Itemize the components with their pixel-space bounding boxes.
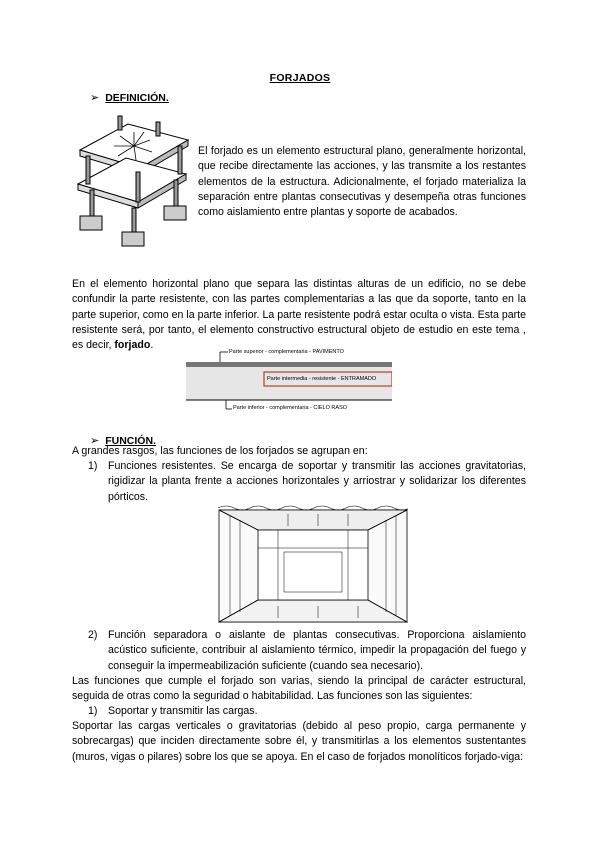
list-item-text: Función separadora o aislante de plantas consecutivas. Proporciona aislamiento acústico suficiente, contribuir al aislamiento térmico, impedir la propagación del fuego y conseguir la impermeabilización suficiente (cuando sea necesario). bbox=[108, 629, 526, 672]
list-item-text: Funciones resistentes. Se encarga de soportar y transmitir las acciones gravitatorias, rigidizar la planta frente a acciones horizontales y arriostrar y solidarizar los diferentes pórticos. bbox=[108, 460, 526, 503]
section-heading-text: DEFINICIÓN. bbox=[105, 92, 169, 104]
label-parte-superior: Parte superior - complementaria - PAVIMENTO bbox=[229, 349, 344, 355]
funcion-intro: A grandes rasgos, las funciones de los forjados se agrupan en: bbox=[72, 445, 368, 457]
arrow-bullet-icon: ➢ bbox=[90, 435, 100, 447]
page-title: FORJADOS bbox=[269, 72, 331, 84]
list-item bbox=[88, 628, 526, 674]
paragraph-text: En el elemento horizontal plano que separa las distintas alturas de un edificio, no se debe confundir la parte resistente, con las partes complementarias a las que da soporte, tanto en la parte superior, como en la parte inferior. La parte resistente podrá estar oculta o vista. Esta parte resistente será, por tanto, el elemento constructivo estructural objeto de estudio en este tema , es decir, bbox=[72, 278, 526, 352]
section-heading-definicion bbox=[90, 88, 169, 106]
paragraph-parte-resistente bbox=[72, 277, 526, 353]
building-interior-illustration bbox=[218, 504, 408, 624]
list-item-text: Soportar y transmitir las cargas. bbox=[108, 705, 258, 717]
list-item bbox=[88, 459, 526, 505]
section-heading-text: FUNCIÓN. bbox=[105, 435, 156, 447]
label-parte-inferior: Parte inferior - complementaria - CIELO RASO bbox=[233, 405, 348, 411]
arrow-bullet-icon: ➢ bbox=[90, 92, 100, 104]
cargas-paragraph: Soportar las cargas verticales o gravitatorias (debido al peso propio, carga permanente y sobrecargas) que inciden directamente sobre él, y transmitirlas a los elementos sustentantes (muros, vigas o pilares) sobre los que se apoya. En el caso de forjados monolíticos forjado-viga: bbox=[72, 720, 526, 763]
bold-term-forjado: forjado bbox=[114, 339, 151, 352]
list-number: 1) bbox=[88, 460, 98, 472]
slab-columns-illustration bbox=[70, 112, 195, 257]
list-number: 2) bbox=[88, 629, 98, 641]
paragraph-end: . bbox=[150, 339, 154, 352]
label-parte-intermedia: Parte intermedia - resistente - ENTRAMADO bbox=[267, 376, 377, 382]
list-number: 1) bbox=[88, 705, 98, 717]
list-item bbox=[88, 704, 526, 719]
definition-paragraph: El forjado es un elemento estructural plano, generalmente horizontal, que recibe directamente las acciones, y las transmite a los restantes elementos de la estructura. Adicionalmente, el forjado materializa la separación entre plantas consecutivas y desempeña otras funciones como aislamiento entre plantas y soporte de acabados. bbox=[198, 145, 526, 219]
slab-section-diagram bbox=[186, 350, 392, 414]
funciones-paragraph: Las funciones que cumple el forjado son varias, siendo la principal de carácter estructural, seguida de otras como la seguridad o habitabilidad. Las funciones son las siguientes: bbox=[72, 675, 526, 703]
